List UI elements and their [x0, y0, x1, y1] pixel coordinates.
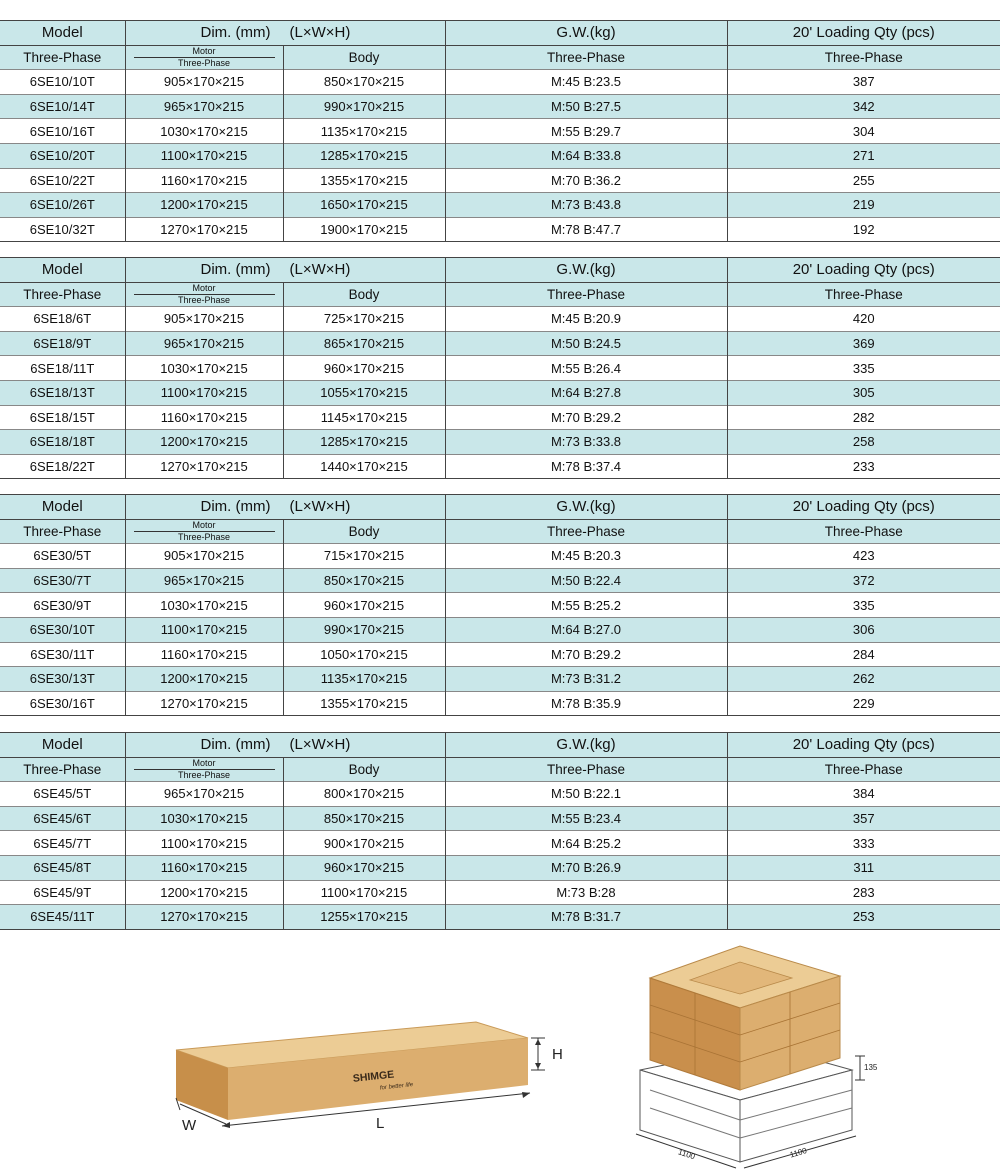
motor-dim-cell: 965×170×215	[125, 331, 283, 356]
body-dim-cell: 1135×170×215	[283, 119, 445, 144]
table-row	[0, 568, 1000, 593]
gw-cell: M:73 B:33.8	[445, 430, 727, 455]
gw-header: G.W.(kg)	[445, 733, 727, 758]
table-row	[0, 331, 1000, 356]
qty-cell: 420	[727, 307, 1000, 332]
model-cell: 6SE18/11T	[0, 356, 125, 381]
gw-cell: M:64 B:33.8	[445, 143, 727, 168]
motor-label: Motor	[192, 45, 216, 56]
model-cell: 6SE18/15T	[0, 405, 125, 430]
spec-table-1	[0, 20, 1000, 242]
model-cell: 6SE10/10T	[0, 70, 125, 95]
subheader-row	[0, 282, 1000, 307]
table-row	[0, 880, 1000, 905]
body-dim-cell: 800×170×215	[283, 782, 445, 807]
table-row	[0, 667, 1000, 692]
body-dim-cell: 1285×170×215	[283, 430, 445, 455]
table-row	[0, 782, 1000, 807]
loading-subheader: Three-Phase	[727, 282, 1000, 307]
motor-dim-cell: 905×170×215	[125, 307, 283, 332]
gw-cell: M:50 B:22.1	[445, 782, 727, 807]
table-row	[0, 94, 1000, 119]
qty-cell: 335	[727, 593, 1000, 618]
body-dim-cell: 960×170×215	[283, 593, 445, 618]
qty-cell: 258	[727, 430, 1000, 455]
dim-unit: (L×W×H)	[289, 261, 351, 278]
model-cell: 6SE45/6T	[0, 806, 125, 831]
model-subheader: Three-Phase	[0, 45, 125, 70]
motor-dim-cell: 1100×170×215	[125, 143, 283, 168]
motor-dim-cell: 1160×170×215	[125, 405, 283, 430]
dim-label: Dim. (mm)	[200, 24, 271, 41]
model-header: Model	[0, 258, 125, 283]
motor-dim-cell: 1200×170×215	[125, 430, 283, 455]
qty-cell: 192	[727, 217, 1000, 242]
gw-cell: M:50 B:24.5	[445, 331, 727, 356]
qty-cell: 219	[727, 193, 1000, 218]
gw-cell: M:73 B:43.8	[445, 193, 727, 218]
spec-table-3	[0, 494, 1000, 716]
body-dim-cell: 1355×170×215	[283, 691, 445, 716]
motor-dim-cell: 1160×170×215	[125, 168, 283, 193]
single-box-icon	[176, 1022, 563, 1134]
gw-cell: M:78 B:31.7	[445, 905, 727, 930]
motor-dim-cell: 965×170×215	[125, 568, 283, 593]
model-cell: 6SE18/18T	[0, 430, 125, 455]
gw-cell: M:73 B:31.2	[445, 667, 727, 692]
body-dim-cell: 1900×170×215	[283, 217, 445, 242]
gw-cell: M:70 B:29.2	[445, 642, 727, 667]
motor-dim-cell: 905×170×215	[125, 544, 283, 569]
dim-unit: (L×W×H)	[289, 498, 351, 515]
body-dim-cell: 990×170×215	[283, 617, 445, 642]
motor-label: Motor	[192, 519, 216, 530]
model-cell: 6SE45/8T	[0, 855, 125, 880]
table-row	[0, 143, 1000, 168]
body-dim-cell: 850×170×215	[283, 806, 445, 831]
loading-subheader: Three-Phase	[727, 757, 1000, 782]
loading-header: 20' Loading Qty (pcs)	[727, 733, 1000, 758]
motor-label: Motor	[192, 757, 216, 768]
model-cell: 6SE10/32T	[0, 217, 125, 242]
header-row	[0, 21, 1000, 46]
label-h: H	[552, 1046, 563, 1063]
model-cell: 6SE10/20T	[0, 143, 125, 168]
table-row	[0, 544, 1000, 569]
motor-dim-cell: 1270×170×215	[125, 217, 283, 242]
body-dim-cell: 960×170×215	[283, 855, 445, 880]
motor-dim-cell: 1100×170×215	[125, 380, 283, 405]
gw-cell: M:50 B:22.4	[445, 568, 727, 593]
body-dim-cell: 1355×170×215	[283, 168, 445, 193]
dim-label: Dim. (mm)	[200, 261, 271, 278]
dim-label: Dim. (mm)	[200, 736, 271, 753]
gw-cell: M:78 B:35.9	[445, 691, 727, 716]
label-pallet-height: 135	[864, 1063, 878, 1072]
table-row	[0, 70, 1000, 95]
qty-cell: 333	[727, 831, 1000, 856]
motor-label: Motor	[192, 282, 216, 293]
qty-cell: 229	[727, 691, 1000, 716]
qty-cell: 372	[727, 568, 1000, 593]
dim-header	[125, 733, 445, 758]
model-cell: 6SE30/5T	[0, 544, 125, 569]
motor-dim-cell: 1270×170×215	[125, 454, 283, 479]
model-subheader: Three-Phase	[0, 519, 125, 544]
qty-cell: 282	[727, 405, 1000, 430]
model-cell: 6SE45/7T	[0, 831, 125, 856]
gw-subheader: Three-Phase	[445, 282, 727, 307]
qty-cell: 423	[727, 544, 1000, 569]
loading-subheader: Three-Phase	[727, 45, 1000, 70]
model-cell: 6SE45/11T	[0, 905, 125, 930]
gw-subheader: Three-Phase	[445, 519, 727, 544]
motor-dim-cell: 1160×170×215	[125, 855, 283, 880]
loading-subheader: Three-Phase	[727, 519, 1000, 544]
model-header: Model	[0, 21, 125, 46]
body-subheader: Body	[283, 45, 445, 70]
body-dim-cell: 725×170×215	[283, 307, 445, 332]
model-cell: 6SE18/9T	[0, 331, 125, 356]
pallet-stack-icon	[636, 946, 878, 1168]
model-cell: 6SE30/13T	[0, 667, 125, 692]
gw-cell: M:78 B:47.7	[445, 217, 727, 242]
model-cell: 6SE45/5T	[0, 782, 125, 807]
body-subheader: Body	[283, 519, 445, 544]
table-row	[0, 430, 1000, 455]
motor-dim-cell: 1030×170×215	[125, 806, 283, 831]
subheader-row	[0, 45, 1000, 70]
gw-header: G.W.(kg)	[445, 21, 727, 46]
motor-dim-cell: 1030×170×215	[125, 593, 283, 618]
dim-label: Dim. (mm)	[200, 498, 271, 515]
qty-cell: 253	[727, 905, 1000, 930]
gw-cell: M:50 B:27.5	[445, 94, 727, 119]
table-row	[0, 168, 1000, 193]
model-cell: 6SE30/10T	[0, 617, 125, 642]
qty-cell: 342	[727, 94, 1000, 119]
motor-dim-cell: 1030×170×215	[125, 356, 283, 381]
motor-dim-cell: 1160×170×215	[125, 642, 283, 667]
motor-dim-cell: 1200×170×215	[125, 667, 283, 692]
model-subheader: Three-Phase	[0, 757, 125, 782]
motor-dim-cell: 1270×170×215	[125, 691, 283, 716]
gw-cell: M:70 B:26.9	[445, 855, 727, 880]
body-subheader: Body	[283, 282, 445, 307]
motor-phase-label: Three-Phase	[177, 531, 231, 542]
gw-header: G.W.(kg)	[445, 258, 727, 283]
body-dim-cell: 1100×170×215	[283, 880, 445, 905]
dim-unit: (L×W×H)	[289, 24, 351, 41]
motor-dim-cell: 1030×170×215	[125, 119, 283, 144]
qty-cell: 311	[727, 855, 1000, 880]
qty-cell: 387	[727, 70, 1000, 95]
qty-cell: 262	[727, 667, 1000, 692]
table-row	[0, 119, 1000, 144]
body-dim-cell: 850×170×215	[283, 568, 445, 593]
motor-dim-cell: 965×170×215	[125, 94, 283, 119]
model-cell: 6SE18/13T	[0, 380, 125, 405]
table-row	[0, 593, 1000, 618]
body-dim-cell: 1145×170×215	[283, 405, 445, 430]
body-dim-cell: 960×170×215	[283, 356, 445, 381]
body-dim-cell: 1050×170×215	[283, 642, 445, 667]
qty-cell: 284	[727, 642, 1000, 667]
box-tagline-text: for better life	[379, 1082, 414, 1092]
header-row	[0, 258, 1000, 283]
gw-cell: M:73 B:28	[445, 880, 727, 905]
model-header: Model	[0, 733, 125, 758]
model-subheader: Three-Phase	[0, 282, 125, 307]
table-row	[0, 405, 1000, 430]
model-cell: 6SE30/11T	[0, 642, 125, 667]
qty-cell: 305	[727, 380, 1000, 405]
qty-cell: 357	[727, 806, 1000, 831]
motor-dim-cell: 905×170×215	[125, 70, 283, 95]
table-row	[0, 642, 1000, 667]
table-row	[0, 905, 1000, 930]
label-pallet-w: 1100	[677, 1147, 697, 1162]
gw-cell: M:45 B:23.5	[445, 70, 727, 95]
gw-subheader: Three-Phase	[445, 757, 727, 782]
qty-cell: 233	[727, 454, 1000, 479]
table-row	[0, 356, 1000, 381]
qty-cell: 304	[727, 119, 1000, 144]
loading-header: 20' Loading Qty (pcs)	[727, 258, 1000, 283]
gw-subheader: Three-Phase	[445, 45, 727, 70]
packaging-svg	[0, 930, 1000, 1176]
body-dim-cell: 1440×170×215	[283, 454, 445, 479]
dim-unit: (L×W×H)	[289, 736, 351, 753]
gw-cell: M:78 B:37.4	[445, 454, 727, 479]
box-brand-text: SHIMGE	[352, 1068, 395, 1085]
loading-header: 20' Loading Qty (pcs)	[727, 495, 1000, 520]
qty-cell: 306	[727, 617, 1000, 642]
loading-header: 20' Loading Qty (pcs)	[727, 21, 1000, 46]
gw-header: G.W.(kg)	[445, 495, 727, 520]
model-cell: 6SE10/22T	[0, 168, 125, 193]
dim-header	[125, 495, 445, 520]
model-cell: 6SE30/16T	[0, 691, 125, 716]
model-cell: 6SE18/6T	[0, 307, 125, 332]
gw-cell: M:64 B:27.0	[445, 617, 727, 642]
label-w: W	[182, 1117, 197, 1134]
table-row	[0, 454, 1000, 479]
gw-cell: M:70 B:29.2	[445, 405, 727, 430]
table-row	[0, 831, 1000, 856]
motor-dim-cell: 1100×170×215	[125, 617, 283, 642]
gw-cell: M:64 B:27.8	[445, 380, 727, 405]
qty-cell: 369	[727, 331, 1000, 356]
motor-subheader	[125, 757, 283, 782]
table-row	[0, 193, 1000, 218]
body-dim-cell: 865×170×215	[283, 331, 445, 356]
gw-cell: M:70 B:36.2	[445, 168, 727, 193]
body-dim-cell: 1285×170×215	[283, 143, 445, 168]
qty-cell: 271	[727, 143, 1000, 168]
label-l: L	[376, 1115, 385, 1132]
gw-cell: M:55 B:23.4	[445, 806, 727, 831]
table-row	[0, 691, 1000, 716]
dim-header	[125, 258, 445, 283]
table-row	[0, 217, 1000, 242]
gw-cell: M:55 B:26.4	[445, 356, 727, 381]
gw-cell: M:45 B:20.9	[445, 307, 727, 332]
motor-dim-cell: 965×170×215	[125, 782, 283, 807]
model-cell: 6SE45/9T	[0, 880, 125, 905]
table-row	[0, 307, 1000, 332]
model-cell: 6SE18/22T	[0, 454, 125, 479]
qty-cell: 255	[727, 168, 1000, 193]
body-dim-cell: 990×170×215	[283, 94, 445, 119]
motor-phase-label: Three-Phase	[177, 769, 231, 780]
gw-cell: M:55 B:29.7	[445, 119, 727, 144]
model-header: Model	[0, 495, 125, 520]
motor-dim-cell: 1200×170×215	[125, 880, 283, 905]
gw-cell: M:45 B:20.3	[445, 544, 727, 569]
model-cell: 6SE30/7T	[0, 568, 125, 593]
model-cell: 6SE10/16T	[0, 119, 125, 144]
motor-subheader	[125, 45, 283, 70]
qty-cell: 283	[727, 880, 1000, 905]
table-row	[0, 855, 1000, 880]
packaging-illustration	[0, 930, 1000, 1176]
body-dim-cell: 1255×170×215	[283, 905, 445, 930]
gw-cell: M:64 B:25.2	[445, 831, 727, 856]
body-dim-cell: 1055×170×215	[283, 380, 445, 405]
motor-dim-cell: 1100×170×215	[125, 831, 283, 856]
subheader-row	[0, 757, 1000, 782]
motor-subheader	[125, 282, 283, 307]
motor-dim-cell: 1270×170×215	[125, 905, 283, 930]
qty-cell: 384	[727, 782, 1000, 807]
spec-table-2	[0, 257, 1000, 479]
model-cell: 6SE10/26T	[0, 193, 125, 218]
header-row	[0, 495, 1000, 520]
model-cell: 6SE30/9T	[0, 593, 125, 618]
body-dim-cell: 850×170×215	[283, 70, 445, 95]
qty-cell: 335	[727, 356, 1000, 381]
body-dim-cell: 1650×170×215	[283, 193, 445, 218]
motor-subheader	[125, 519, 283, 544]
body-subheader: Body	[283, 757, 445, 782]
motor-dim-cell: 1200×170×215	[125, 193, 283, 218]
spec-table-4	[0, 732, 1000, 930]
subheader-row	[0, 519, 1000, 544]
header-row	[0, 733, 1000, 758]
body-dim-cell: 715×170×215	[283, 544, 445, 569]
body-dim-cell: 1135×170×215	[283, 667, 445, 692]
label-pallet-d: 1100	[788, 1146, 808, 1160]
model-cell: 6SE10/14T	[0, 94, 125, 119]
gw-cell: M:55 B:25.2	[445, 593, 727, 618]
table-row	[0, 806, 1000, 831]
body-dim-cell: 900×170×215	[283, 831, 445, 856]
table-row	[0, 617, 1000, 642]
motor-phase-label: Three-Phase	[177, 294, 231, 305]
dim-header	[125, 21, 445, 46]
motor-phase-label: Three-Phase	[177, 57, 231, 68]
table-row	[0, 380, 1000, 405]
